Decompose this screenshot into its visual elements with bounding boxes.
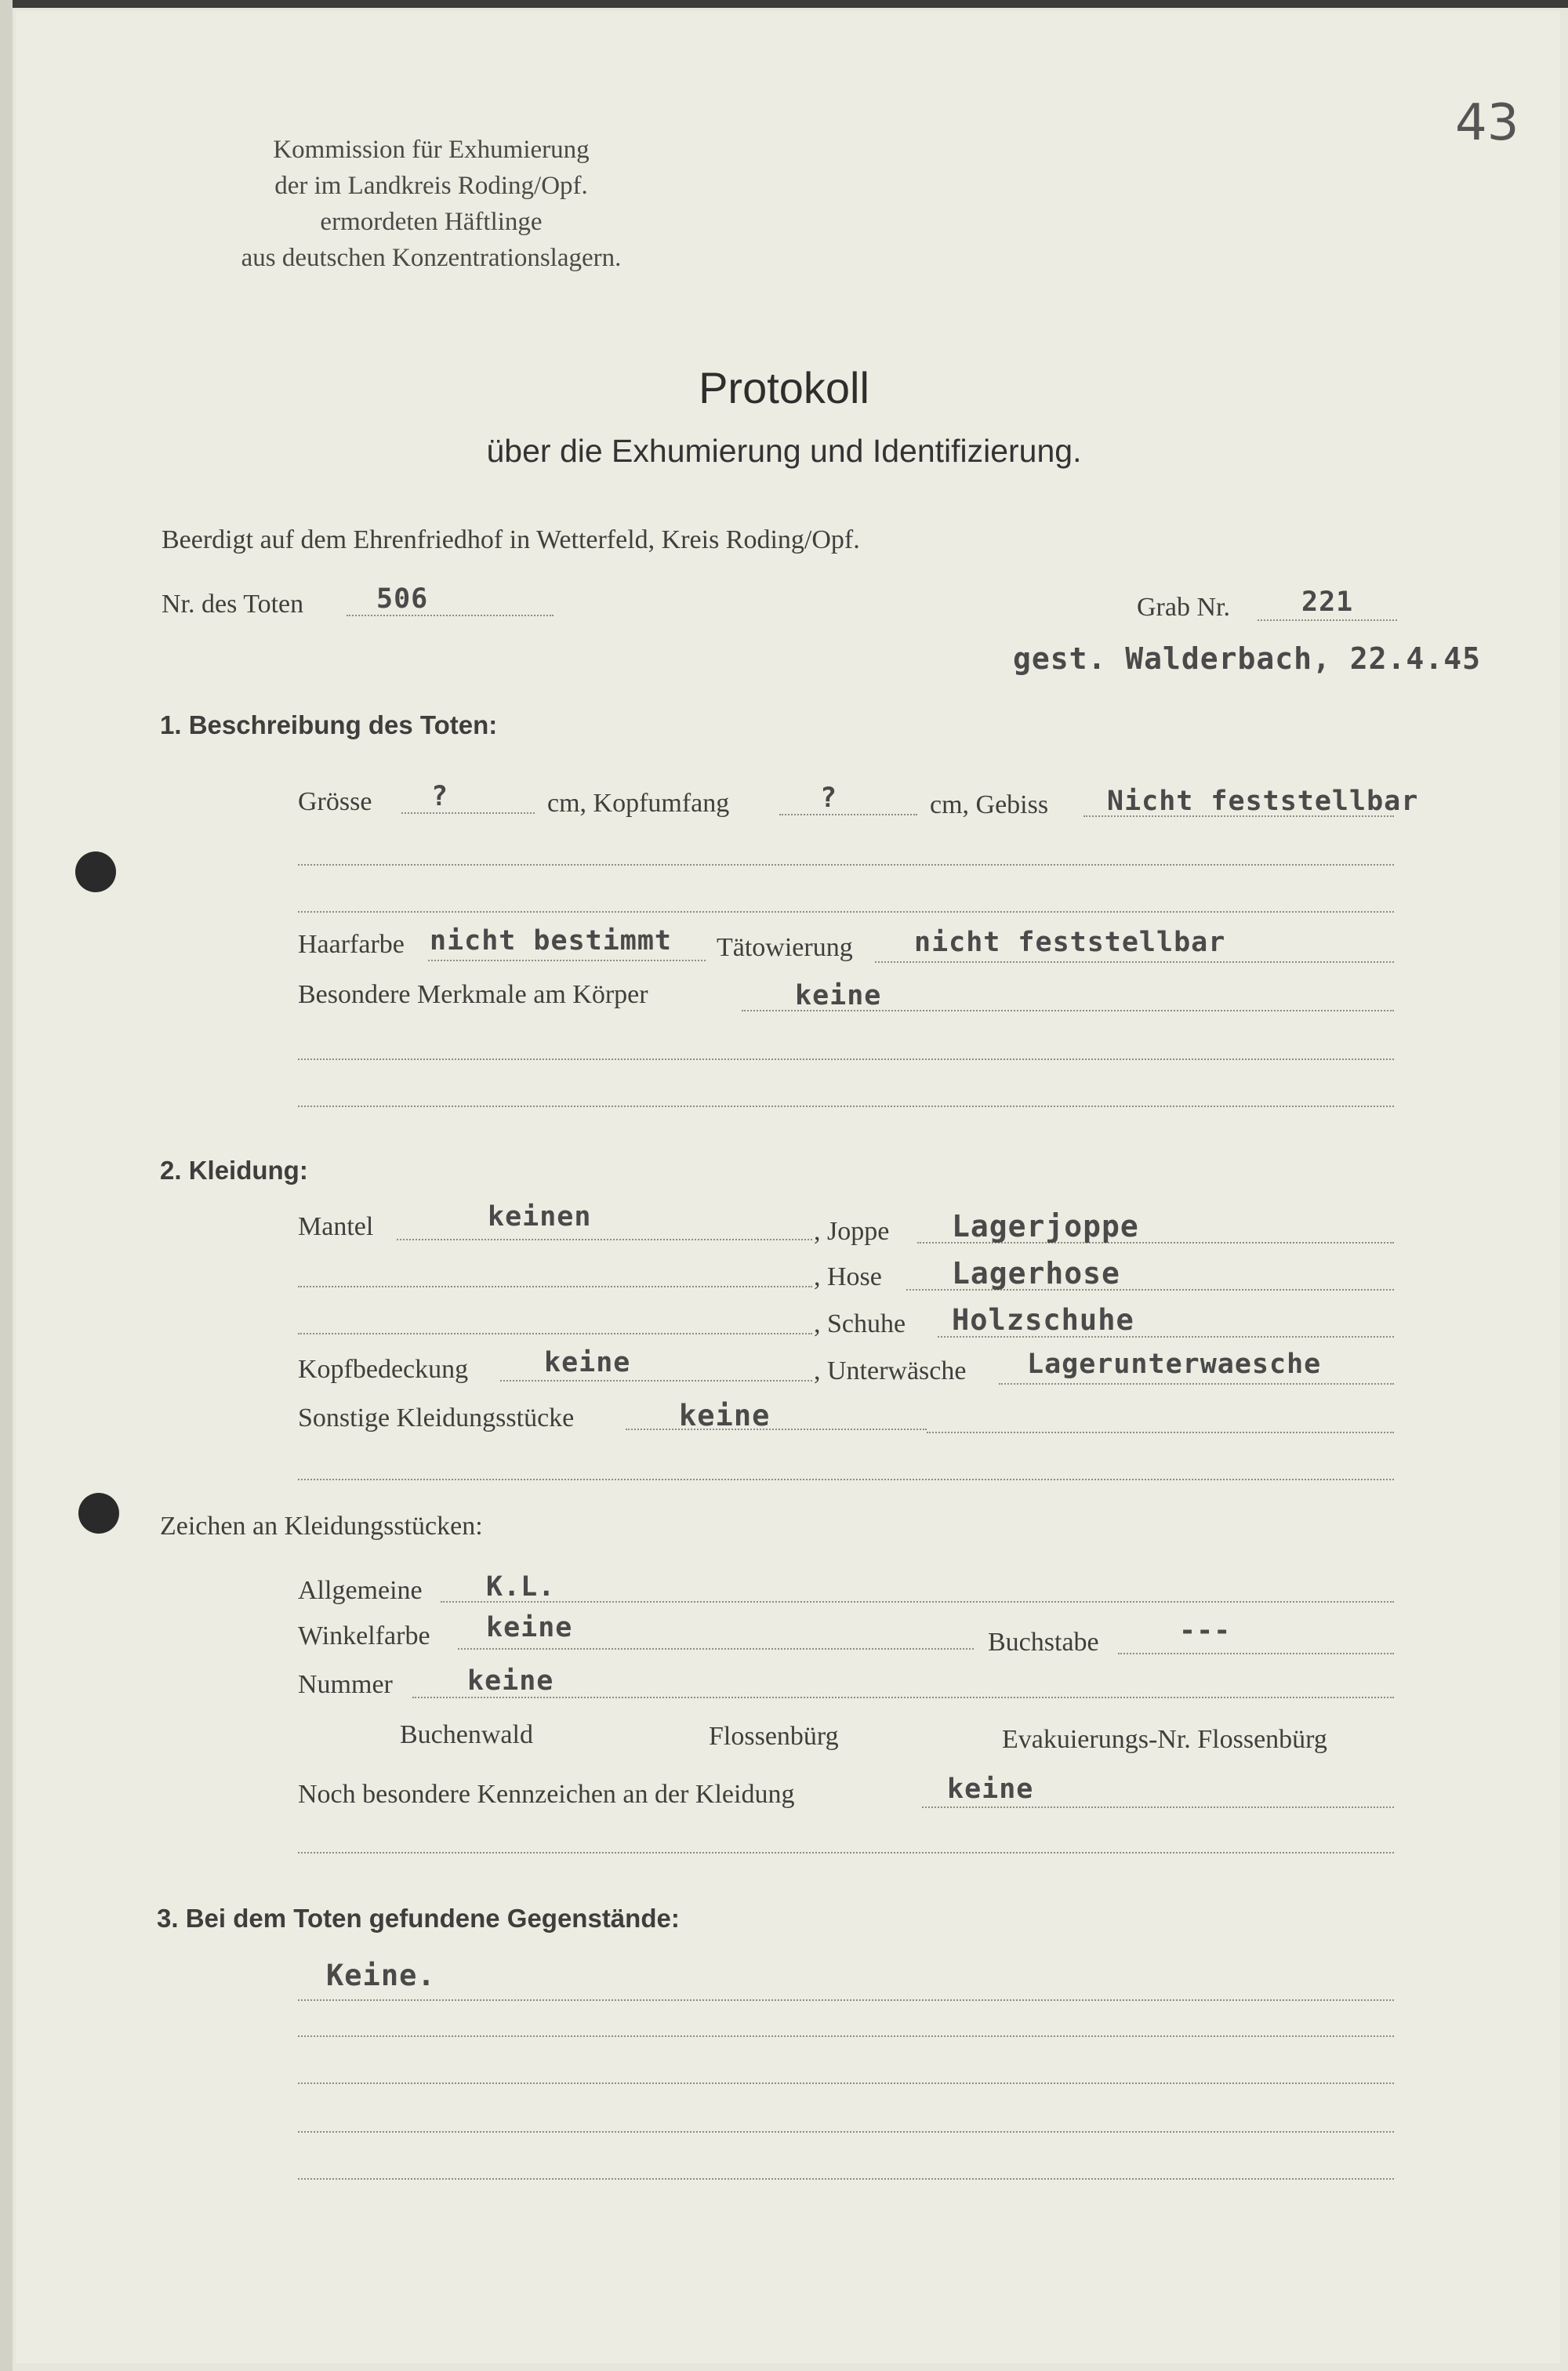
noch-label: Noch besondere Kennzeichen an der Kleidung <box>298 1780 795 1809</box>
header-line: aus deutschen Konzentrationslagern. <box>241 244 622 272</box>
death-note: gest. Walderbach, 22.4.45 <box>1013 641 1481 676</box>
hose-label: , Hose <box>814 1262 882 1291</box>
dotted-fill-line <box>626 1429 927 1430</box>
punch-hole <box>78 1493 119 1534</box>
groesse-value: ? <box>431 781 449 812</box>
dotted-fill-line <box>1118 1653 1394 1654</box>
dotted-fill-line <box>875 961 1394 963</box>
kopfbedeckung-value: keine <box>544 1347 631 1378</box>
dotted-fill-line <box>298 911 1394 913</box>
dotted-fill-line <box>347 615 554 616</box>
evakuierungs-nr: Evakuierungs-Nr. Flossenbürg <box>1002 1725 1327 1754</box>
burial-line: Beerdigt auf dem Ehrenfriedhof in Wetterfeld, Kreis Roding/Opf. <box>162 525 860 554</box>
dotted-fill-line <box>922 1806 1394 1808</box>
section-3-heading: 3. Bei dem Toten gefundene Gegenstände: <box>157 1904 680 1933</box>
nummer-value: keine <box>467 1665 554 1697</box>
dotted-fill-line <box>298 2082 1394 2084</box>
dotted-fill-line <box>298 2035 1394 2037</box>
kopfumfang-value: ? <box>820 782 838 814</box>
nr-label: Nr. des Toten <box>162 590 304 619</box>
winkelfarbe-value: keine <box>486 1612 573 1643</box>
gebiss-value: Nicht feststellbar <box>1107 786 1419 817</box>
nummer-label: Nummer <box>298 1670 393 1699</box>
dotted-fill-line <box>298 2178 1394 2180</box>
dotted-fill-line <box>999 1383 1394 1385</box>
joppe-value: Lagerjoppe <box>952 1209 1139 1244</box>
sonstige-label: Sonstige Kleidungsstücke <box>298 1403 575 1432</box>
hose-value: Lagerhose <box>952 1256 1120 1291</box>
dotted-fill-line <box>412 1697 1394 1698</box>
taetowierung-label: Tätowierung <box>717 933 853 962</box>
page-title: Protokoll <box>699 363 869 412</box>
camp-buchenwald: Buchenwald <box>400 1720 533 1749</box>
schuhe-label: , Schuhe <box>814 1309 906 1338</box>
dotted-fill-line <box>298 2131 1394 2133</box>
dotted-fill-line <box>441 1601 1394 1603</box>
dotted-fill-line <box>298 1106 1394 1107</box>
scan-edge-top <box>0 0 1568 8</box>
page-subtitle: über die Exhumierung und Identifizierung. <box>486 433 1082 469</box>
merkmale-value: keine <box>795 980 882 1011</box>
unterwaesche-value: Lagerunterwaesche <box>1027 1349 1322 1380</box>
dotted-fill-line <box>927 1432 1394 1433</box>
dotted-fill-line <box>458 1648 974 1650</box>
nr-value: 506 <box>376 583 429 615</box>
dotted-fill-line <box>298 1852 1394 1854</box>
kopfumfang-label: cm, Kopfumfang <box>547 789 730 818</box>
grab-label: Grab Nr. <box>1137 593 1230 622</box>
schuhe-value: Holzschuhe <box>952 1303 1134 1337</box>
dotted-fill-line <box>298 1999 1394 2001</box>
kopfbedeckung-label: Kopfbedeckung <box>298 1355 469 1384</box>
unterwaesche-label: , Unterwäsche <box>814 1356 967 1385</box>
sonstige-value: keine <box>679 1399 771 1432</box>
dotted-fill-line <box>298 1286 812 1287</box>
dotted-fill-line <box>779 814 917 815</box>
dotted-fill-line <box>428 960 706 961</box>
buchstabe-label: Buchstabe <box>988 1628 1099 1657</box>
mantel-value: keinen <box>488 1201 592 1233</box>
scan-edge-left <box>0 0 13 2371</box>
haarfarbe-value: nicht bestimmt <box>430 925 673 957</box>
noch-value: keine <box>947 1774 1034 1805</box>
mantel-label: Mantel <box>298 1212 374 1241</box>
dotted-fill-line <box>298 1479 1394 1480</box>
dotted-fill-line <box>298 1333 812 1334</box>
header-line: Kommission für Exhumierung <box>273 136 590 164</box>
haarfarbe-label: Haarfarbe <box>298 930 405 959</box>
buchstabe-value: --- <box>1179 1615 1232 1647</box>
dotted-fill-line <box>298 1058 1394 1060</box>
merkmale-label: Besondere Merkmale am Körper <box>298 980 648 1009</box>
gegenstaende-value: Keine. <box>326 1959 436 1992</box>
camp-flossenbuerg: Flossenbürg <box>709 1722 839 1751</box>
taetowierung-value: nicht feststellbar <box>914 927 1226 958</box>
allgemeine-label: Allgemeine <box>298 1576 423 1605</box>
header-line: ermordeten Häftlinge <box>320 208 543 236</box>
dotted-fill-line <box>401 812 535 814</box>
winkelfarbe-label: Winkelfarbe <box>298 1621 430 1650</box>
section-2-heading: 2. Kleidung: <box>160 1156 308 1185</box>
header-line: der im Landkreis Roding/Opf. <box>274 172 588 200</box>
zeichen-heading: Zeichen an Kleidungsstücken: <box>160 1512 483 1541</box>
section-1-heading: 1. Beschreibung des Toten: <box>160 710 498 739</box>
joppe-label: , Joppe <box>814 1217 890 1246</box>
dotted-fill-line <box>397 1239 812 1240</box>
dotted-fill-line <box>1258 619 1397 621</box>
grab-value: 221 <box>1301 586 1354 618</box>
groesse-label: Grösse <box>298 787 372 816</box>
dotted-fill-line <box>500 1380 812 1382</box>
allgemeine-value: K.L. <box>486 1571 556 1603</box>
dotted-fill-line <box>298 864 1394 866</box>
punch-hole <box>75 851 116 892</box>
page-number: 43 <box>1455 94 1519 152</box>
gebiss-label: cm, Gebiss <box>930 790 1049 819</box>
